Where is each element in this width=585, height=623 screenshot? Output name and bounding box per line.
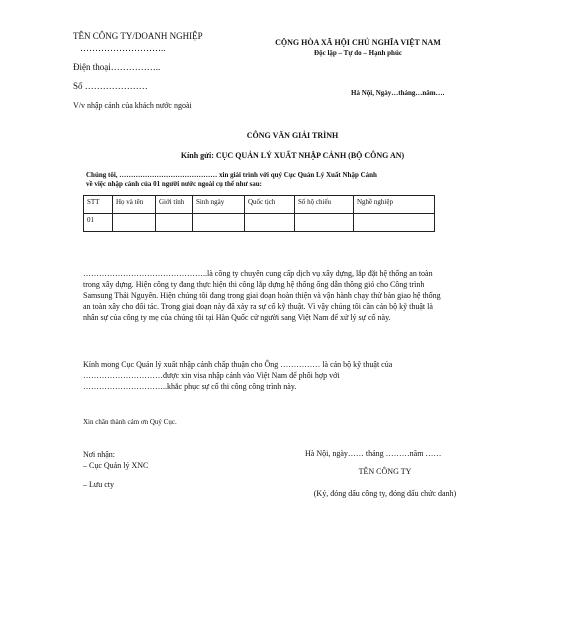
request-line-2: …………………………được xin visa nhập cảnh vào Việt Nam để phối hợp với <box>83 371 340 380</box>
recipients-label: Nơi nhận: <box>83 450 116 459</box>
subject-line: V/v nhập cảnh của khách nước ngoài <box>73 101 192 110</box>
nation-title: CỘNG HÒA XÃ HỘI CHỦ NGHĨA VIỆT NAM <box>275 38 441 47</box>
request-line-1: Kính mong Cục Quản lý xuất nhập cảnh chấp thuận cho Ông …………… là cán bộ kỹ thuật của <box>83 360 393 369</box>
recipient-item: – Cục Quản lý XNC <box>83 461 149 470</box>
signature-place-date: Hà Nội, ngày…… tháng ………năm …… <box>305 449 442 458</box>
cell-nationality <box>245 214 295 232</box>
col-occupation: Nghề nghiệp <box>354 196 435 214</box>
cell-stt: 01 <box>84 214 113 232</box>
header-place-date: Hà Nội, Ngày…tháng…năm…. <box>351 89 445 97</box>
cell-gender <box>156 214 193 232</box>
signature-note: (Ký, đóng dấu công ty, đóng dấu chức danh) <box>313 489 457 498</box>
recipient-item: – Lưu cty <box>83 480 114 489</box>
visitor-table <box>83 195 435 232</box>
intro-line-2: về việc nhập cảnh của 01 người nước ngoài cụ thể như sau: <box>86 180 262 188</box>
request-line-3: …………………………..khắc phục sự cố thi công công trình này. <box>83 382 297 391</box>
cell-occupation <box>354 214 435 232</box>
recipient-line: Kính gửi: CỤC QUẢN LÝ XUẤT NHẬP CẢNH (BỘ CÔNG AN) <box>180 151 405 160</box>
col-stt: STT <box>84 196 113 214</box>
col-nationality: Quốc tịch <box>245 196 295 214</box>
signature-company: TÊN CÔNG TY <box>358 467 412 476</box>
cell-dob <box>193 214 245 232</box>
explanation-paragraph: ………………………………………..là công ty chuyên cung cấp dịch vụ xây dựng, lắp đặt hệ thống an toàn trong xây dựng. Hiện công ty đang thực hiện thi công lắp dựng hệ thống ống dẫn thông gió cho Công trình Samsung Thái Nguyên. Hiện chúng tôi đang trong giai đoạn hoàn thiện và vận hành chạy thử bàn giao hệ thống an toàn xây cho đối tác. Trong giai đoạn này đã xảy ra sự cố kỹ thuật. Vì vậy chúng tôi cần cán bộ kỹ thuật là nhân sự của công ty mẹ của chúng tôi tại Hàn Quốc cử người sang Việt Nam để xử lý sự cố này. <box>83 269 441 322</box>
cell-name <box>113 214 156 232</box>
document-title: CÔNG VĂN GIẢI TRÌNH <box>246 131 339 140</box>
table-row <box>84 214 435 232</box>
document-number: Số ………………… <box>73 81 148 91</box>
col-passport: Số hộ chiếu <box>295 196 354 214</box>
company-dots: ……………………….. <box>80 43 166 53</box>
company-name: TÊN CÔNG TY/DOANH NGHIỆP <box>73 31 203 41</box>
intro-line-1: Chúng tôi, …………………………………… xin giải trình với quý Cục Quản Lý Xuất Nhập Cảnh <box>86 171 377 179</box>
cell-passport <box>295 214 354 232</box>
col-gender: Giới tính <box>156 196 193 214</box>
nation-motto: Độc lập – Tự do – Hạnh phúc <box>314 49 402 57</box>
col-dob: Sinh ngày <box>193 196 245 214</box>
table-header-row <box>84 196 435 214</box>
col-name: Họ và tên <box>113 196 156 214</box>
thanks-line: Xin chân thành cảm ơn Quý Cục. <box>83 418 177 426</box>
phone-line: Điện thoại…………….. <box>73 62 161 72</box>
